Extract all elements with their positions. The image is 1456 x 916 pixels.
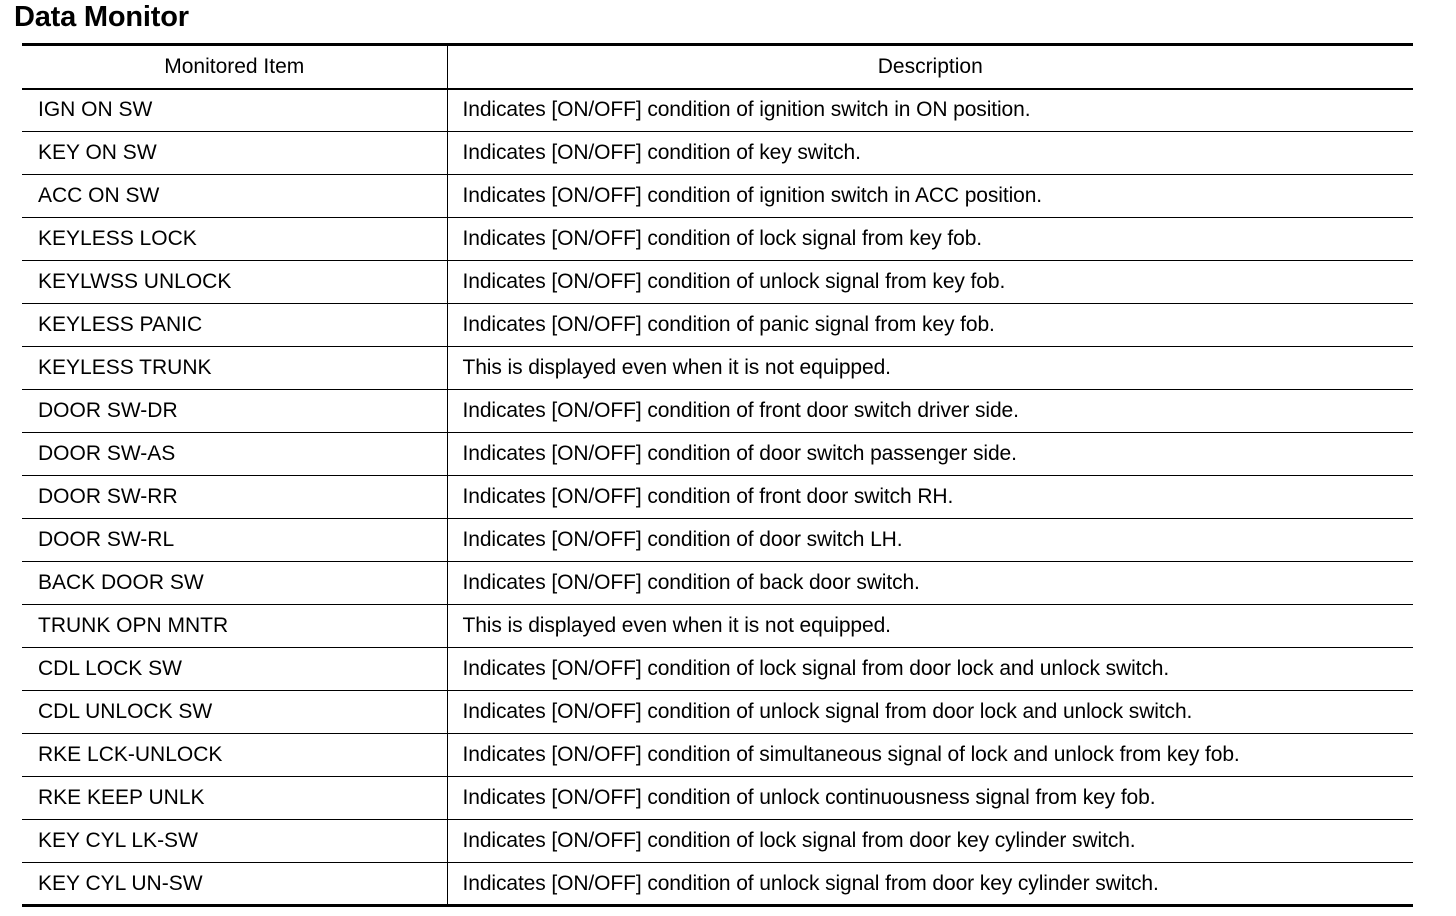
table-row — [22, 476, 1413, 519]
monitored-item-cell: KEYLWSS UNLOCK — [22, 261, 447, 304]
description-cell: Indicates [ON/OFF] condition of lock signal from door lock and unlock switch. — [447, 648, 1413, 691]
description-cell: Indicates [ON/OFF] condition of panic signal from key fob. — [447, 304, 1413, 347]
description-cell: Indicates [ON/OFF] condition of door switch LH. — [447, 519, 1413, 562]
table-row — [22, 175, 1413, 218]
table-row — [22, 261, 1413, 304]
table-row — [22, 519, 1413, 562]
monitored-item-cell: DOOR SW-AS — [22, 433, 447, 476]
monitored-item-cell: DOOR SW-RL — [22, 519, 447, 562]
table-header-row — [22, 45, 1413, 89]
monitored-item-cell: IGN ON SW — [22, 89, 447, 132]
monitored-item-cell: KEY ON SW — [22, 132, 447, 175]
page-title: Data Monitor — [14, 1, 189, 33]
description-cell: Indicates [ON/OFF] condition of ignition switch in ON position. — [447, 89, 1413, 132]
description-cell: Indicates [ON/OFF] condition of lock signal from door key cylinder switch. — [447, 820, 1413, 863]
table-row — [22, 863, 1413, 906]
description-cell: Indicates [ON/OFF] condition of unlock signal from door key cylinder switch. — [447, 863, 1413, 906]
monitored-item-cell: KEYLESS LOCK — [22, 218, 447, 261]
table-row — [22, 562, 1413, 605]
description-cell: Indicates [ON/OFF] condition of ignition switch in ACC position. — [447, 175, 1413, 218]
table-row — [22, 605, 1413, 648]
description-cell: This is displayed even when it is not equipped. — [447, 605, 1413, 648]
table-row — [22, 691, 1413, 734]
table-row — [22, 734, 1413, 777]
description-cell: Indicates [ON/OFF] condition of unlock signal from key fob. — [447, 261, 1413, 304]
description-cell: Indicates [ON/OFF] condition of unlock continuousness signal from key fob. — [447, 777, 1413, 820]
monitored-item-cell: KEY CYL UN-SW — [22, 863, 447, 906]
monitored-item-cell: RKE KEEP UNLK — [22, 777, 447, 820]
table-row — [22, 347, 1413, 390]
description-cell: Indicates [ON/OFF] condition of front door switch driver side. — [447, 390, 1413, 433]
description-cell: Indicates [ON/OFF] condition of lock signal from key fob. — [447, 218, 1413, 261]
monitored-item-cell: DOOR SW-DR — [22, 390, 447, 433]
table-row — [22, 820, 1413, 863]
description-cell: This is displayed even when it is not equipped. — [447, 347, 1413, 390]
monitored-item-cell: DOOR SW-RR — [22, 476, 447, 519]
table-body — [22, 89, 1413, 906]
description-cell: Indicates [ON/OFF] condition of key switch. — [447, 132, 1413, 175]
monitored-item-cell: TRUNK OPN MNTR — [22, 605, 447, 648]
monitored-item-cell: CDL UNLOCK SW — [22, 691, 447, 734]
column-header-monitored-item: Monitored Item — [22, 45, 447, 89]
description-cell: Indicates [ON/OFF] condition of front door switch RH. — [447, 476, 1413, 519]
table-row — [22, 433, 1413, 476]
data-monitor-table — [22, 43, 1413, 907]
table-row — [22, 648, 1413, 691]
monitored-item-cell: RKE LCK-UNLOCK — [22, 734, 447, 777]
table-row — [22, 304, 1413, 347]
table-row — [22, 89, 1413, 132]
description-cell: Indicates [ON/OFF] condition of simultaneous signal of lock and unlock from key fob. — [447, 734, 1413, 777]
monitored-item-cell: ACC ON SW — [22, 175, 447, 218]
data-monitor-table-container — [22, 43, 1413, 907]
column-header-description: Description — [447, 45, 1413, 89]
table-row — [22, 390, 1413, 433]
table-row — [22, 218, 1413, 261]
description-cell: Indicates [ON/OFF] condition of back door switch. — [447, 562, 1413, 605]
table-row — [22, 777, 1413, 820]
monitored-item-cell: KEYLESS TRUNK — [22, 347, 447, 390]
monitored-item-cell: KEY CYL LK-SW — [22, 820, 447, 863]
monitored-item-cell: BACK DOOR SW — [22, 562, 447, 605]
monitored-item-cell: CDL LOCK SW — [22, 648, 447, 691]
description-cell: Indicates [ON/OFF] condition of unlock signal from door lock and unlock switch. — [447, 691, 1413, 734]
description-cell: Indicates [ON/OFF] condition of door switch passenger side. — [447, 433, 1413, 476]
table-row — [22, 132, 1413, 175]
monitored-item-cell: KEYLESS PANIC — [22, 304, 447, 347]
